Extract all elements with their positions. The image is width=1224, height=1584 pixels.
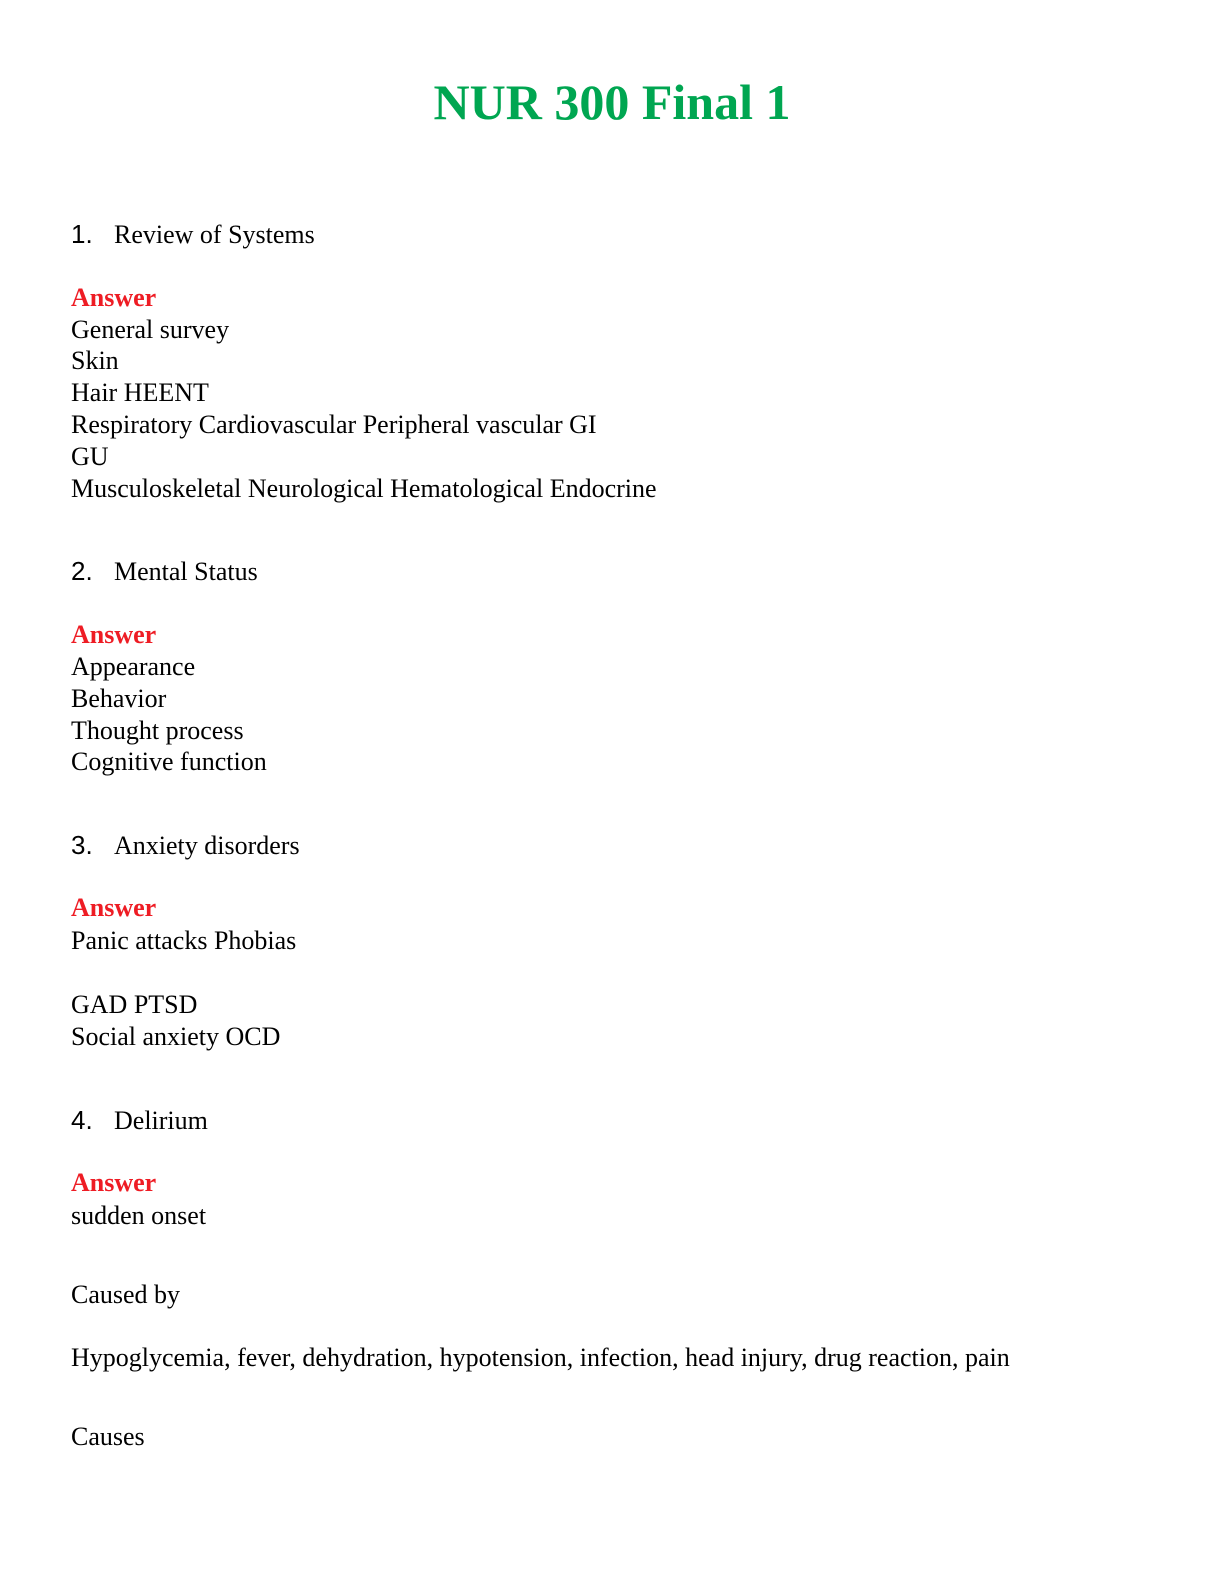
question-number: 1. — [71, 219, 93, 249]
answer-line: Appearance — [71, 652, 196, 681]
answer-line: General survey — [71, 315, 230, 344]
answer-label: Answer — [71, 283, 157, 312]
answer-label: Answer — [71, 893, 157, 922]
answer-line: Hypoglycemia, fever, dehydration, hypotension, infection, head injury, drug reaction, pain — [71, 1343, 1010, 1372]
answer-line: Respiratory Cardiovascular Peripheral vascular GI — [71, 410, 597, 439]
question-1 — [71, 218, 315, 251]
question-4 — [71, 1104, 208, 1137]
question-prompt: Anxiety disorders — [114, 831, 300, 860]
question-3 — [71, 829, 300, 862]
answer-line: Behavior — [71, 684, 167, 713]
answer-label: Answer — [71, 1168, 157, 1197]
answer-line: Social anxiety OCD — [71, 1022, 281, 1051]
question-number: 3. — [71, 830, 93, 860]
answer-line: Panic attacks Phobias — [71, 926, 297, 955]
answer-line: Skin — [71, 346, 119, 375]
question-prompt: Mental Status — [114, 557, 258, 586]
answer-line: sudden onset — [71, 1201, 207, 1230]
answer-line: Hair HEENT — [71, 378, 209, 407]
answer-line: Causes — [71, 1422, 145, 1451]
answer-line: Cognitive function — [71, 747, 267, 776]
question-number: 4. — [71, 1105, 93, 1135]
answer-line: Caused by — [71, 1280, 181, 1309]
question-number: 2. — [71, 556, 93, 586]
question-prompt: Delirium — [114, 1106, 208, 1135]
page-title: NUR 300 Final 1 — [433, 74, 791, 130]
answer-line: GAD PTSD — [71, 990, 198, 1019]
answer-label: Answer — [71, 620, 157, 649]
answer-line: GU — [71, 442, 109, 471]
answer-line: Thought process — [71, 716, 244, 745]
answer-line: Musculoskeletal Neurological Hematological Endocrine — [71, 474, 657, 503]
question-2 — [71, 555, 258, 588]
question-prompt: Review of Systems — [114, 220, 315, 249]
